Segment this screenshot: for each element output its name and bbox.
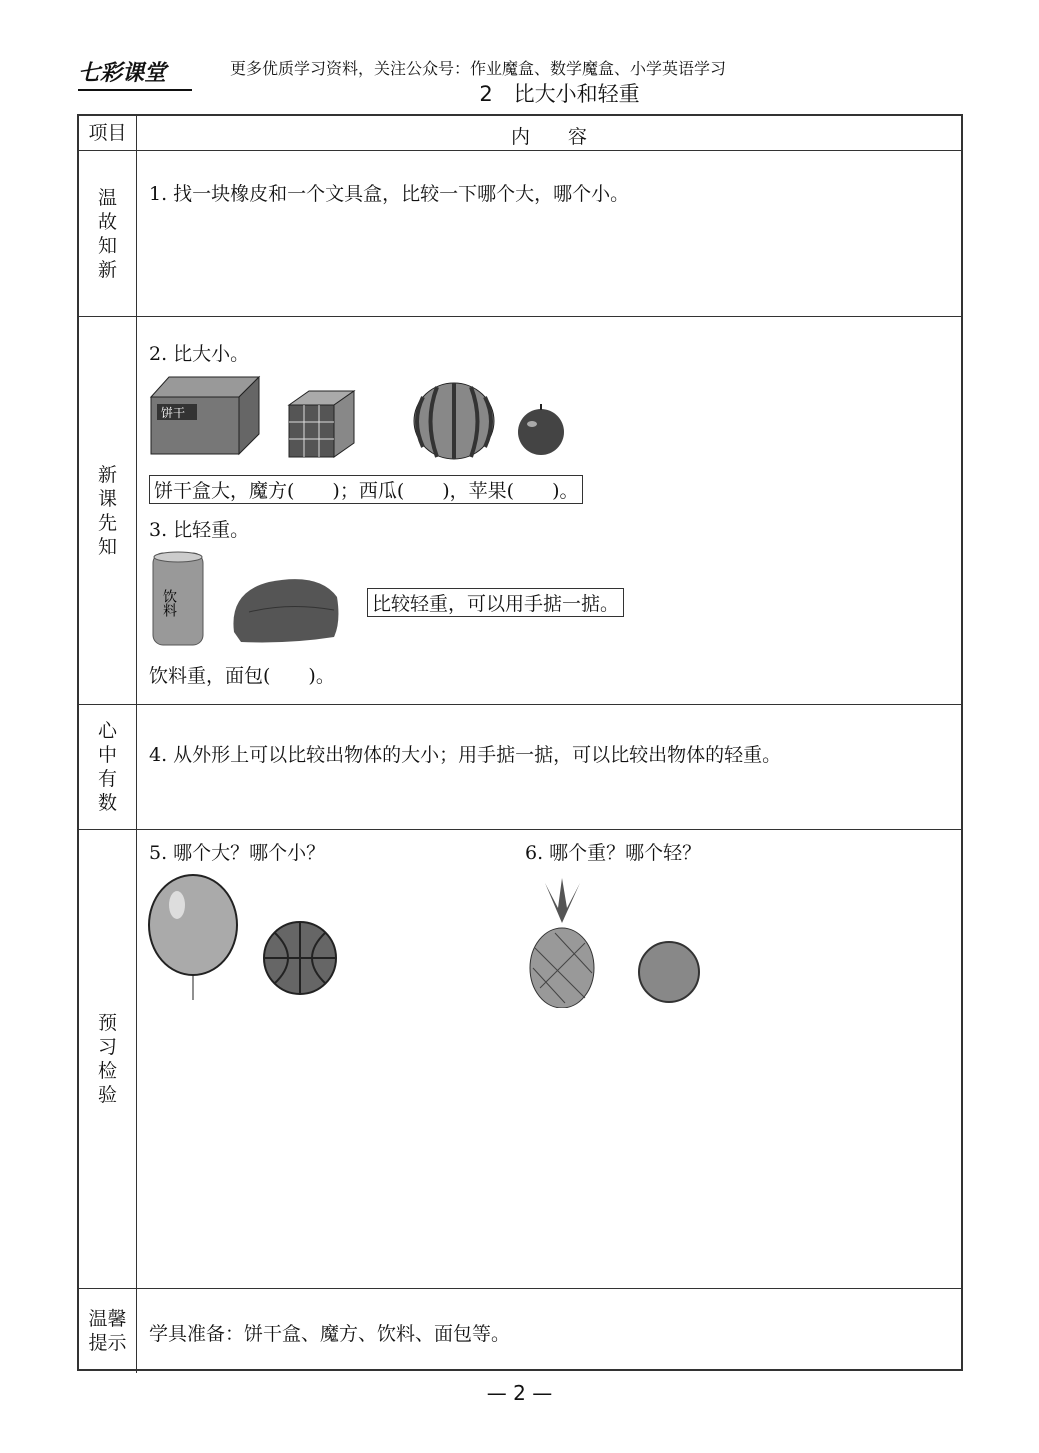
- row-summary: [79, 705, 961, 830]
- header-col-content: 内 容: [510, 126, 587, 148]
- orange-image: [637, 940, 703, 1006]
- row-label: 预习检验: [97, 1012, 117, 1106]
- question-3: 3. 比轻重。: [149, 519, 250, 541]
- question-2: 2. 比大小。: [149, 343, 250, 365]
- pineapple-image: [525, 878, 600, 1008]
- point-4: 4. 从外形上可以比较出物体的大小；用手掂一掂，可以比较出物体的轻重。: [149, 744, 782, 766]
- row-check: [79, 830, 961, 1289]
- basketball-image: [262, 920, 342, 1000]
- balloon-image: [147, 870, 242, 1005]
- header-notice: 更多优质学习资料，关注公众号：作业魔盒、数学魔盒、小学英语学习: [230, 59, 727, 78]
- rubiks-cube-image: [284, 387, 359, 462]
- logo: 七彩课堂: [78, 56, 192, 91]
- content-table: [77, 114, 963, 1371]
- page-title: 2 比大小和轻重: [479, 82, 640, 106]
- page-number: — 2 —: [486, 1381, 553, 1405]
- row-review: [79, 151, 961, 317]
- weight-comparison-sentence: 饮料重，面包( )。: [149, 665, 335, 687]
- size-comparison-sentence: 饼干盒大，魔方( )；西瓜( )，苹果( )。: [149, 475, 583, 504]
- table-header-row: [79, 116, 961, 151]
- row-label: 心中有数: [97, 720, 117, 814]
- row-new-lesson: [79, 317, 961, 705]
- tip-box: 比较轻重，可以用手掂一掂。: [367, 588, 624, 617]
- bread-image: [229, 572, 344, 647]
- row-label: 温故知新: [97, 186, 117, 281]
- biscuit-box-image: [149, 372, 269, 457]
- row-tips: [79, 1289, 961, 1373]
- question-6: 6. 哪个重？哪个轻？: [525, 842, 702, 864]
- question-5: 5. 哪个大？哪个小？: [149, 842, 326, 864]
- supplies-note: 学具准备：饼干盒、魔方、饮料、面包等。: [149, 1323, 511, 1345]
- row-label: 新课先知: [97, 463, 117, 558]
- row-label: 温馨提示: [88, 1308, 127, 1354]
- header-col-item: 项目: [79, 116, 137, 150]
- svg-text:饼干: 饼干: [161, 406, 186, 420]
- svg-text:饮料: 饮料: [161, 589, 177, 617]
- question-1: 1. 找一块橡皮和一个文具盒，比较一下哪个大，哪个小。: [149, 183, 630, 205]
- apple-image: [514, 402, 569, 457]
- watermelon-image: [409, 377, 499, 462]
- drink-can-image: [149, 549, 209, 649]
